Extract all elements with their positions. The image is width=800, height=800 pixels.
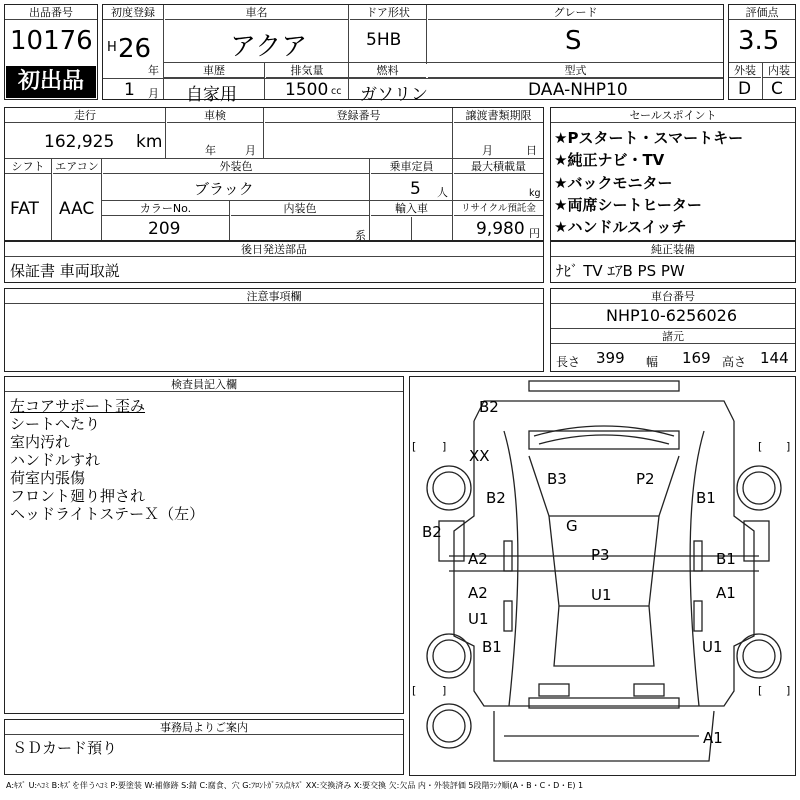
width-label: 幅 <box>646 355 659 369</box>
reg-no-label: 登録番号 <box>265 108 452 123</box>
reg-label: 初度登録 <box>103 5 163 20</box>
inspector-line: 室内汚れ <box>10 433 71 451</box>
inspector-label: 検査員記入欄 <box>5 377 403 392</box>
later-parts-value: 保証書 車両取説 <box>10 262 120 280</box>
name-label: 車名 <box>165 5 348 20</box>
later-parts-label: 後日発送部品 <box>5 242 543 257</box>
mileage-value: 162,925 <box>44 132 115 152</box>
interior-color-label: 内装色 <box>231 201 369 216</box>
inspector-line: 左コアサポート歪み <box>10 397 146 415</box>
import-label: 輸入車 <box>371 201 452 216</box>
history-value: 自家用 <box>186 85 237 105</box>
disp-value: 1500 <box>285 80 329 100</box>
int-label: 内装 <box>763 63 795 78</box>
damage-mark: B1 <box>482 638 502 656</box>
ac-label: エアコン <box>53 159 101 174</box>
damage-mark: U1 <box>702 638 723 656</box>
lot-label: 出品番号 <box>5 5 97 20</box>
sales-point: ★純正ナビ・TV <box>554 151 665 169</box>
chassis-label: 車台番号 <box>551 289 795 304</box>
equipment-label: 純正装備 <box>551 242 795 257</box>
recycle-unit: 円 <box>529 227 540 240</box>
ext-label: 外装 <box>729 63 761 78</box>
diagram-bracket: ] <box>442 684 447 697</box>
height-value: 144 <box>760 349 789 367</box>
door-type: 5HB <box>366 30 402 50</box>
diagram-bracket: [ <box>758 684 763 697</box>
fuel-label: 燃料 <box>349 63 426 78</box>
first-listing-badge: 初出品 <box>6 66 96 98</box>
fuel-value: ガソリン <box>360 85 428 105</box>
damage-mark: G <box>566 517 578 535</box>
interior-unit: 系 <box>355 229 366 242</box>
length-label: 長さ <box>556 355 581 369</box>
damage-mark: A1 <box>716 584 736 602</box>
color-value: ブラック <box>194 180 254 198</box>
capacity-label: 乗車定員 <box>371 159 452 174</box>
damage-mark: U1 <box>591 586 612 604</box>
details-box <box>4 107 544 241</box>
damage-mark: A2 <box>468 550 488 568</box>
disp-unit: cc <box>331 86 342 97</box>
transfer-label: 譲渡書類期限 <box>454 108 543 123</box>
car-name: アクア <box>230 32 308 62</box>
color-no-label: カラーNo. <box>102 201 229 216</box>
sales-point: ★ハンドルスイッチ <box>554 218 687 236</box>
damage-mark: U1 <box>468 610 489 628</box>
reg-era: H <box>107 40 117 55</box>
sales-point: ★バックモニター <box>554 174 673 192</box>
notes-label: 注意事項欄 <box>5 289 543 304</box>
damage-mark: B2 <box>486 489 506 507</box>
capacity-value: 5 <box>410 179 421 199</box>
footer-legend: A:ｷｽﾞ U:ﾍｺﾐ B:ｷｽﾞを伴うﾍｺﾐ P:要塗装 W:補修跡 S:錆 C:腐食、穴 G:ﾌﾛﾝﾄｶﾞﾗｽ点ｷｽﾞ XX:交換済み X:要交換 欠:欠品 内・外装評価 5段階ﾗﾝｸ順(A・B・C・D・E) 1 <box>6 781 584 790</box>
mileage-label: 走行 <box>5 108 165 123</box>
reg-year: 26 <box>118 34 152 64</box>
damage-mark: B2 <box>479 398 499 416</box>
width-value: 169 <box>682 349 711 367</box>
ac-value: AAC <box>59 199 95 219</box>
inspection-month: 月 <box>245 144 256 157</box>
office-label: 事務局よりご案内 <box>5 720 403 735</box>
damage-mark: B2 <box>422 523 442 541</box>
color-no-value: 209 <box>148 219 181 239</box>
inspector-line: ヘッドライトステーＸ（左） <box>10 505 205 523</box>
grade-label: グレード <box>428 5 723 20</box>
score-value: 3.5 <box>738 26 780 56</box>
door-label: ドア形状 <box>350 5 426 20</box>
shift-label: シフト <box>5 159 51 174</box>
reg-month: 1 <box>124 80 135 100</box>
equipment-value: ﾅﾋﾞ TV ｴｱB PS PW <box>556 262 685 280</box>
disp-label: 排気量 <box>266 63 348 78</box>
inspector-line: シートへたり <box>10 415 101 433</box>
inspector-line: 荷室内張傷 <box>10 469 86 487</box>
history-label: 車歴 <box>164 63 264 78</box>
score-label: 評価点 <box>729 5 795 20</box>
load-label: 最大積載量 <box>454 159 543 174</box>
transfer-month: 月 <box>482 144 493 157</box>
lot-number: 10176 <box>10 26 93 56</box>
dims-label: 諸元 <box>551 329 795 344</box>
diagram-bracket: [ <box>758 440 763 453</box>
sales-point: ★両席シートヒーター <box>554 196 702 214</box>
diagram-bracket: [ <box>412 684 417 697</box>
damage-mark: XX <box>469 447 490 465</box>
color-label: 外装色 <box>103 159 369 174</box>
reg-month-unit: 月 <box>148 87 159 100</box>
inspection-year: 年 <box>205 144 216 157</box>
recycle-value: 9,980 <box>476 219 525 239</box>
ext-grade: D <box>738 79 752 99</box>
height-label: 高さ <box>722 355 747 369</box>
diagram-bracket: [ <box>412 440 417 453</box>
sales-point: ★Pスタート・スマートキー <box>554 129 744 147</box>
diagram-bracket: ] <box>786 684 791 697</box>
grade-value: S <box>565 26 582 56</box>
mileage-unit: km <box>136 132 163 152</box>
office-value: ＳＤカード預り <box>12 739 118 757</box>
load-unit: kg <box>529 188 541 199</box>
recycle-label: リサイクル預託金 <box>454 201 543 216</box>
diagram-bracket: ] <box>786 440 791 453</box>
damage-mark: P3 <box>591 546 610 564</box>
reg-year-unit: 年 <box>148 64 159 77</box>
capacity-unit: 人 <box>437 186 448 199</box>
length-value: 399 <box>596 349 625 367</box>
damage-mark: B1 <box>716 550 736 568</box>
shift-value: FAT <box>10 199 39 219</box>
inspector-line: フロント廻り押され <box>10 487 146 505</box>
inspector-line: ハンドルすれ <box>10 451 101 469</box>
diagram-bracket: ] <box>442 440 447 453</box>
damage-mark: B3 <box>547 470 567 488</box>
transfer-day: 日 <box>526 144 537 157</box>
int-grade: C <box>771 79 783 99</box>
model-value: DAA-NHP10 <box>528 80 628 100</box>
inspection-label: 車検 <box>167 108 263 123</box>
model-label: 型式 <box>428 63 723 78</box>
sales-label: セールスポイント <box>551 108 795 123</box>
damage-mark: A2 <box>468 584 488 602</box>
damage-mark: A1 <box>703 729 723 747</box>
chassis-value: NHP10-6256026 <box>606 306 738 325</box>
damage-mark: B1 <box>696 489 716 507</box>
car-diagram <box>409 376 796 776</box>
damage-mark: P2 <box>636 470 655 488</box>
